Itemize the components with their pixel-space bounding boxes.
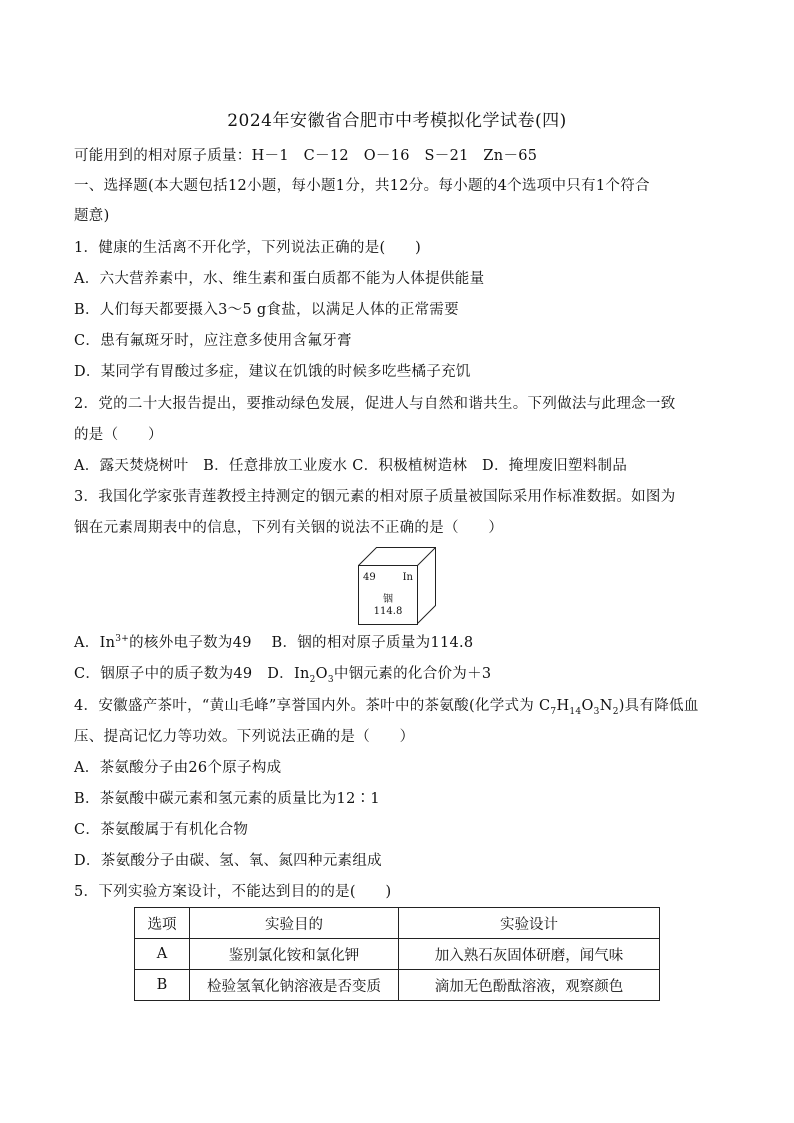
atomic-masses: 可能用到的相对原子质量：H－1 C－12 O－16 S－21 Zn－65	[74, 148, 538, 164]
element-name: 铟	[383, 594, 393, 605]
q1-option-b: B．人们每天都要摄入3～5 g食盐，以满足人体的正常需要	[74, 302, 459, 318]
table-row	[135, 970, 660, 1001]
q3-stem-line1: 3．我国化学家张青莲教授主持测定的铟元素的相对原子质量被国际采用作标准数据。如图为	[74, 489, 676, 505]
q4-formula-h: H	[556, 698, 570, 714]
q3-options-ab	[74, 633, 473, 653]
q1-option-d: D．某同学有胃酸过多症，建议在饥饿的时候多吃些橘子充饥	[74, 364, 471, 380]
element-symbol: In	[402, 572, 413, 583]
q4-formula-sub3: 3	[593, 706, 600, 717]
table-header-purpose: 实验目的	[190, 908, 399, 939]
section-heading-line2: 题意)	[74, 208, 110, 224]
q3-a-prefix: A．In	[74, 635, 116, 651]
q4-stem-line2: 压、提高记忆力等功效。下列说法正确的是（ ）	[74, 729, 415, 745]
experiment-table	[134, 907, 660, 1001]
q4-option-a: A．茶氨酸分子由26个原子构成	[74, 760, 282, 776]
table-header-row	[135, 908, 660, 939]
table-row	[135, 939, 660, 970]
q3-options-cd	[74, 664, 491, 684]
q4-stem-prefix: 4．安徽盛产茶叶，“黄山毛峰”享誉国内外。茶叶中的茶氨酸(化学式为 C	[74, 698, 551, 714]
atomic-mass: 114.8	[373, 606, 403, 617]
q2-stem-line1: 2．党的二十大报告提出，要推动绿色发展，促进人与自然和谐共生。下列做法与此理念一致	[74, 396, 676, 412]
q4-option-d: D．茶氨酸分子由碳、氢、氧、氮四种元素组成	[74, 853, 382, 869]
q3-d-sub2: 3	[327, 674, 334, 685]
table-cell-design: 滴加无色酚酞溶液，观察颜色	[399, 970, 660, 1001]
table-cell-option: B	[135, 970, 190, 1001]
q2-options: A．露天焚烧树叶 B．任意排放工业废水 C．积极植树造林 D．掩埋废旧塑料制品	[74, 458, 628, 474]
q4-formula-n: N	[599, 698, 613, 714]
section-heading-line1: 一、选择题(本大题包括12小题，每小题1分，共12分。每小题的4个选项中只有1个符合	[74, 178, 650, 194]
table-header-option: 选项	[135, 908, 190, 939]
q3-d-rest: 中铟元素的化合价为＋3	[333, 666, 492, 682]
q1-option-c: C．患有氟斑牙时，应注意多使用含氟牙膏	[74, 333, 352, 349]
q4-option-c: C．茶氨酸属于有机化合物	[74, 822, 249, 838]
q3-d-sub1: 2	[309, 674, 316, 685]
q1-option-a: A．六大营养素中，水、维生素和蛋白质都不能为人体提供能量	[74, 271, 485, 287]
q4-formula-sub4: 2	[612, 706, 619, 717]
q2-stem-line2: 的是（ ）	[74, 427, 163, 443]
q4-option-b: B．茶氨酸中碳元素和氢元素的质量比为12∶1	[74, 791, 380, 807]
table-header-design: 实验设计	[399, 908, 660, 939]
table-cell-design: 加入熟石灰固体研磨，闻气味	[399, 939, 660, 970]
q3-a-rest: 的核外电子数为49 B．铟的相对原子质量为114.8	[129, 635, 474, 651]
q4-formula-sub1: 7	[550, 706, 557, 717]
table-cell-purpose: 鉴别氯化铵和氯化钾	[190, 939, 399, 970]
q3-a-charge: 3+	[115, 634, 130, 645]
atomic-number: 49	[363, 572, 376, 583]
q4-stem-suffix: )具有降低血	[618, 698, 699, 714]
q4-formula-o: O	[581, 698, 594, 714]
table-cell-option: A	[135, 939, 190, 970]
element-card	[358, 547, 448, 627]
q4-formula-sub2: 14	[569, 706, 582, 717]
element-card-face	[358, 565, 418, 625]
exam-title: 2024年安徽省合肥市中考模拟化学试卷(四)	[227, 111, 567, 131]
table-cell-purpose: 检验氢氧化钠溶液是否变质	[190, 970, 399, 1001]
q1-stem: 1．健康的生活离不开化学，下列说法正确的是( )	[74, 240, 422, 256]
q4-stem-line1	[74, 696, 699, 716]
q3-c-prefix: C．铟原子中的质子数为49 D．In	[74, 666, 310, 682]
q3-d-oxygen: O	[315, 666, 328, 682]
q3-stem-line2: 铟在元素周期表中的信息，下列有关铟的说法不正确的是（ ）	[74, 520, 504, 536]
q5-stem: 5．下列实验方案设计，不能达到目的的是( )	[74, 884, 392, 900]
